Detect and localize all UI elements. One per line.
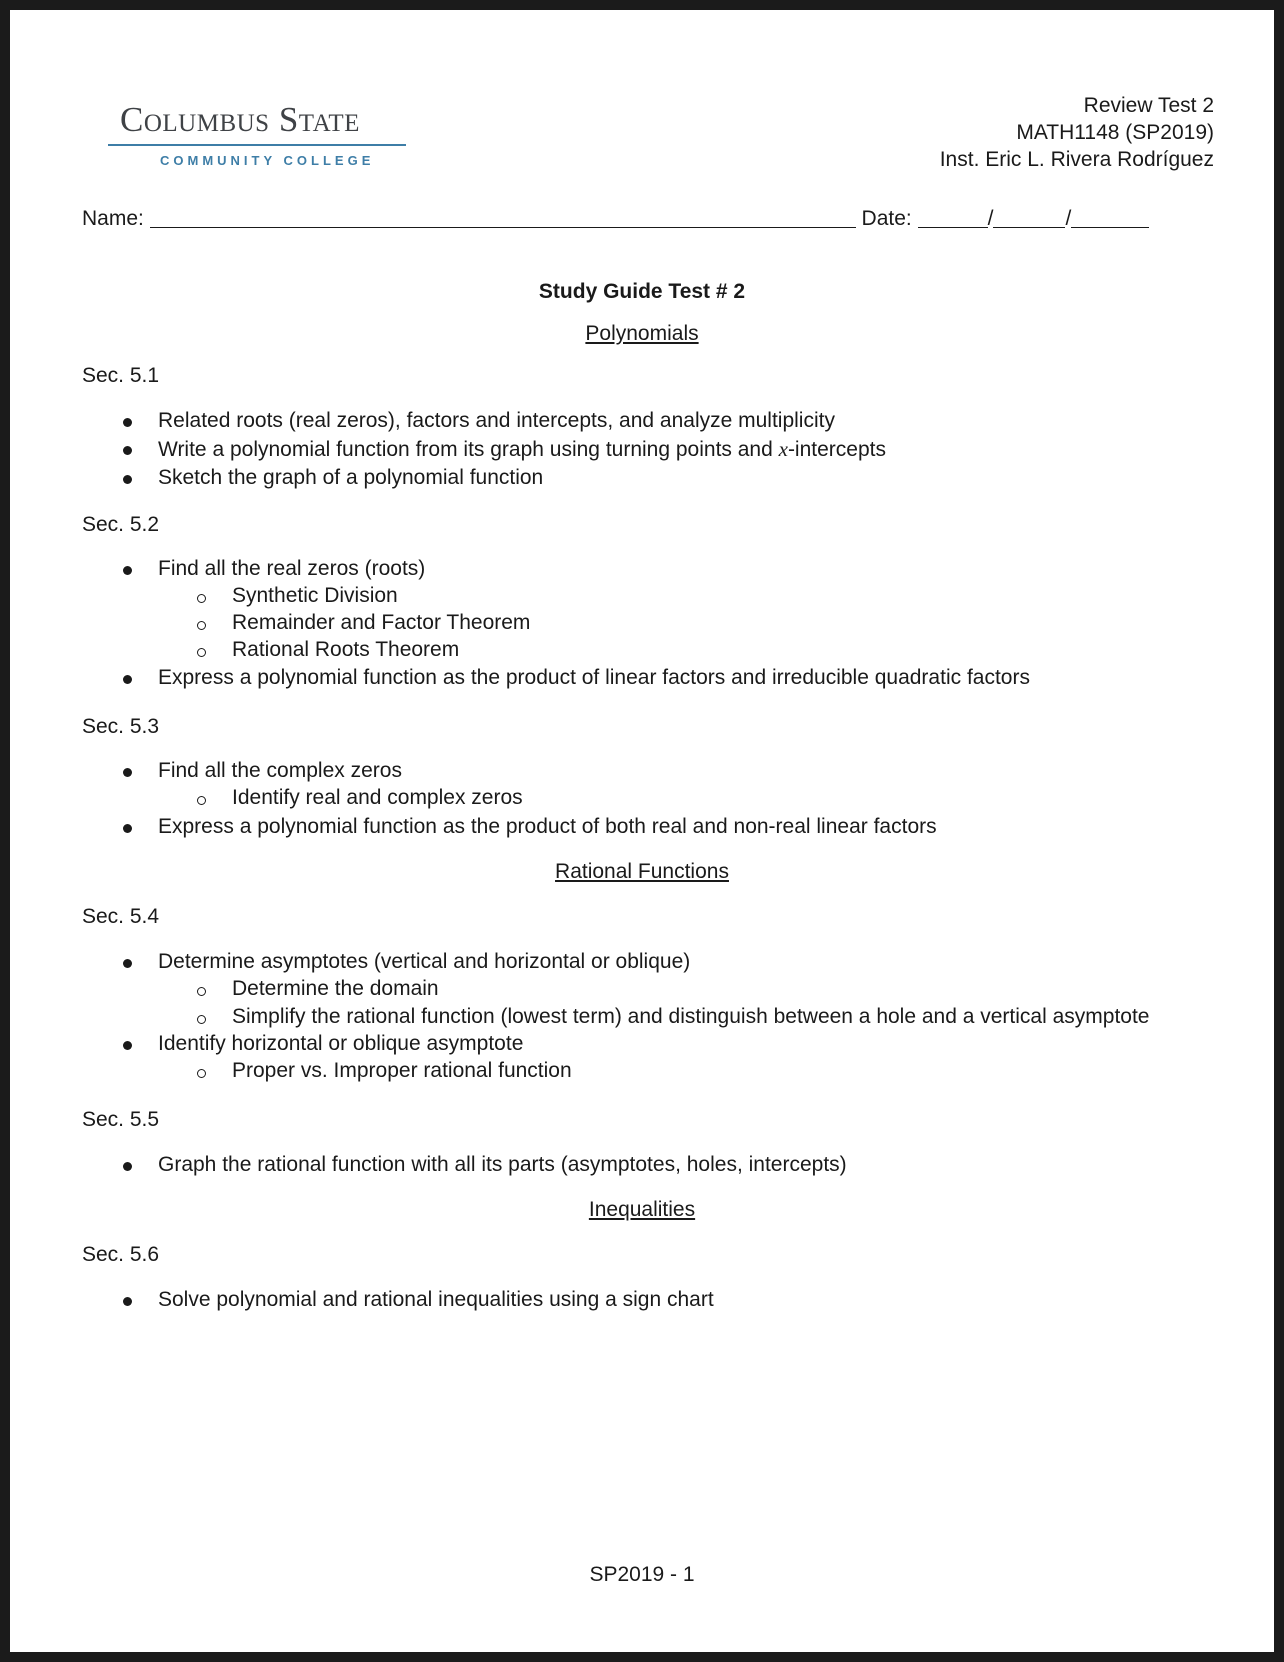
date-day-blank[interactable] [993,207,1065,228]
page-footer: SP2019 - 1 [589,1563,695,1586]
list-item: Related roots (real zeros), factors and intercepts, and analyze multiplicity [158,409,835,432]
list-item: Find all the complex zeros [158,759,402,782]
list-item: Solve polynomial and rational inequalities using a sign chart [158,1288,714,1311]
page-title: Study Guide Test # 2 [538,280,746,303]
date-month-blank[interactable] [918,207,988,228]
sub-list-item: Rational Roots Theorem [232,638,460,661]
header-course: MATH1148 (SP2019) [1016,121,1214,144]
college-logo-subtitle: COMMUNITY COLLEGE [160,153,375,168]
topic-heading-inequalities: Inequalities [588,1198,696,1221]
logo-divider [108,144,406,146]
sub-list-item: Synthetic Division [232,584,398,607]
sub-list-item: Determine the domain [232,977,439,1000]
sub-list-item: Identify real and complex zeros [232,786,523,809]
name-label: Name: [82,207,144,230]
date-label: Date: [861,207,912,230]
college-logo-name: Columbus State [120,100,360,139]
section-label: Sec. 5.6 [82,1243,160,1266]
document-page [10,10,1274,1652]
list-item: Sketch the graph of a polynomial function [158,466,544,489]
topic-heading-rational-functions: Rational Functions [555,860,729,883]
list-item: Express a polynomial function as the product of both real and non-real linear factors [158,815,937,838]
name-blank[interactable] [150,207,856,228]
sub-list-item: Simplify the rational function (lowest term) and distinguish between a hole and a vertical asymptote [232,1005,1150,1028]
section-label: Sec. 5.1 [82,364,160,387]
header-instructor: Inst. Eric L. Rivera Rodríguez [939,148,1214,171]
list-item: Graph the rational function with all its parts (asymptotes, holes, intercepts) [158,1153,847,1176]
date-year-blank[interactable] [1071,207,1149,228]
section-label: Sec. 5.2 [82,513,160,536]
header-test-title: Review Test 2 [1083,94,1214,117]
list-item: Identify horizontal or oblique asymptote [158,1032,524,1055]
section-label: Sec. 5.5 [82,1108,160,1131]
list-item: Find all the real zeros (roots) [158,557,426,580]
date-slash: / [1065,207,1072,230]
list-item: Determine asymptotes (vertical and horizontal or oblique) [158,950,691,973]
date-slash: / [987,207,994,230]
list-item: Express a polynomial function as the product of linear factors and irreducible quadratic factors [158,666,1030,689]
list-item: Write a polynomial function from its graph using turning points and x-intercepts [158,437,886,461]
topic-heading-polynomials: Polynomials [585,322,699,345]
name-date-row [82,207,1149,231]
sub-list-item: Remainder and Factor Theorem [232,611,531,634]
section-label: Sec. 5.3 [82,715,160,738]
sub-list-item: Proper vs. Improper rational function [232,1059,572,1082]
section-label: Sec. 5.4 [82,905,160,928]
